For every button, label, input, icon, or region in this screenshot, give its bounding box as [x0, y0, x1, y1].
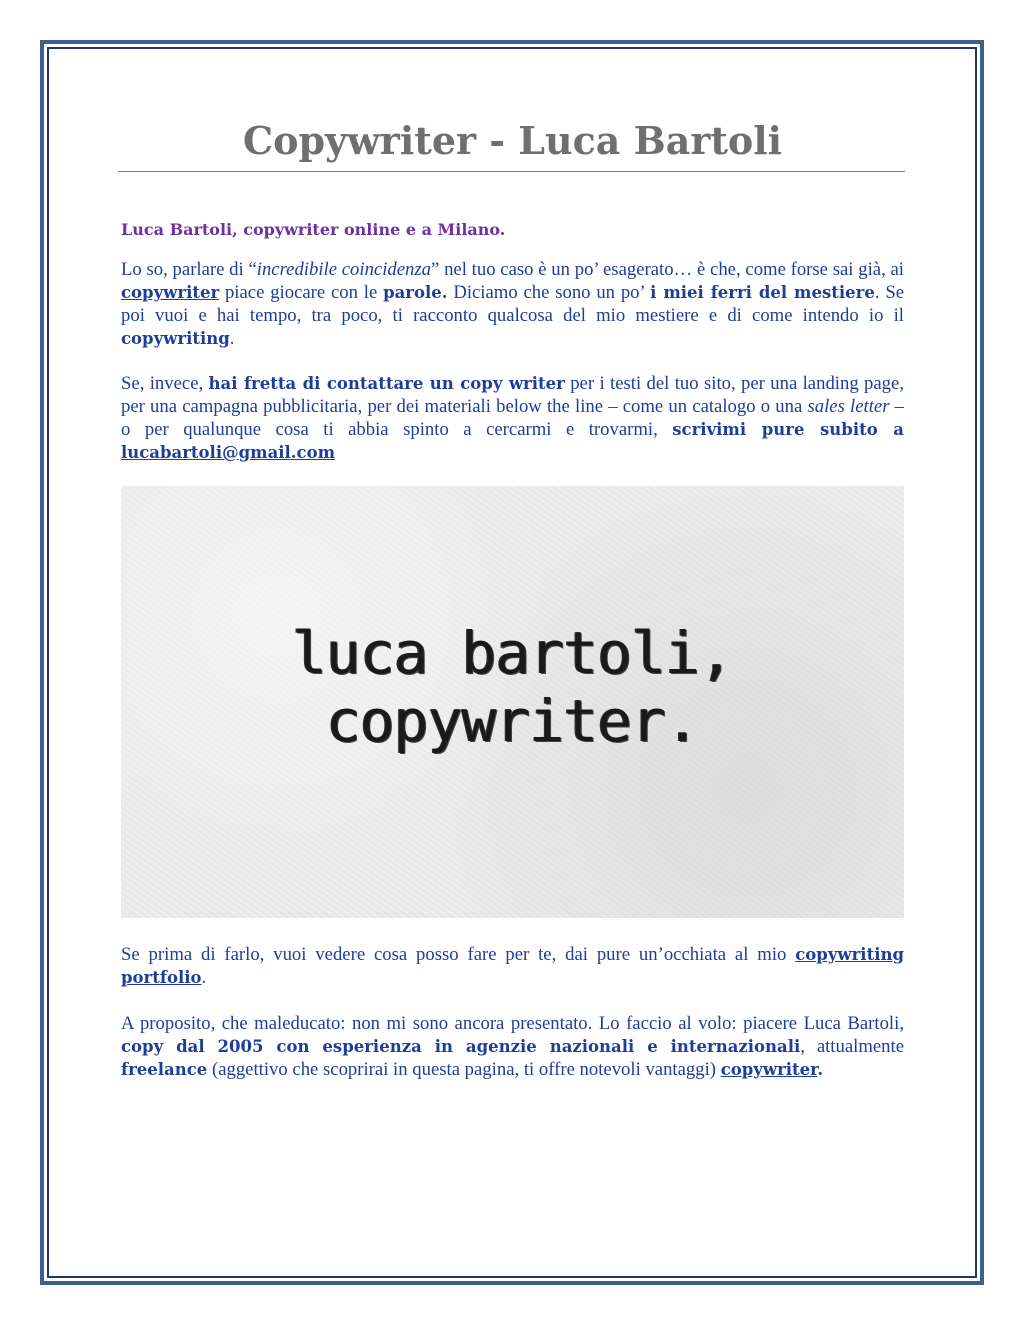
text: – o per qualunque cosa ti abbia spinto a cercarmi e trovarmi, — [121, 396, 905, 440]
bold-text: freelance — [121, 1060, 208, 1079]
about-paragraph — [121, 1012, 904, 1081]
text: per i testi del tuo sito, per una landing page, per una campagna pubblicitaria, per dei materiali below the line – come un catalogo o una — [121, 373, 904, 417]
text: (aggettivo che scoprirai in questa pagina, ti offre notevoli vantaggi) — [207, 1059, 721, 1080]
bold-text: hai fretta di contattare un copy writer — [208, 374, 565, 393]
copywriter-link[interactable]: copywriter — [720, 1060, 818, 1079]
text: ” nel tuo caso è un po’ esagerato… è che, come forse sai già, ai — [431, 259, 904, 280]
email-link[interactable]: lucabartoli@gmail.com — [121, 443, 336, 462]
intro-paragraph — [121, 258, 904, 350]
text: piace giocare con le — [219, 282, 384, 303]
text: Se, invece, — [121, 373, 209, 394]
italic-text: incredibile coincidenza — [256, 259, 432, 280]
copywriter-link[interactable]: copywriter — [121, 283, 220, 302]
text: . Se poi vuoi e hai tempo, tra poco, ti racconto qualcosa del mio mestiere e di come intendo io il — [121, 282, 905, 326]
text: A proposito, che maleducato: non mi sono ancora presentato. Lo faccio al volo: piacere Luca Bartoli, — [121, 1013, 904, 1034]
image-text-line-2: copywriter. — [325, 687, 700, 755]
title-underline — [118, 171, 905, 172]
contact-paragraph — [121, 372, 904, 464]
text: , attualmente — [800, 1036, 904, 1057]
page-title: Copywriter - Luca Bartoli — [242, 118, 783, 163]
bold-text: scrivimi pure subito a — [672, 420, 904, 439]
text: . — [229, 328, 235, 349]
text: Diciamo che sono un po’ — [447, 282, 651, 303]
bold-text: copywriting — [121, 329, 230, 348]
bold-text: parole. — [383, 283, 448, 302]
portfolio-paragraph — [121, 943, 904, 989]
text: Lo so, parlare di “ — [121, 259, 257, 280]
text: . — [817, 1060, 824, 1079]
italic-text: sales letter — [807, 396, 890, 417]
portfolio-link[interactable]: copywriting portfolio — [121, 945, 904, 987]
typewriter-logo-image — [121, 486, 904, 918]
bold-text: copy dal 2005 con esperienza in agenzie nazionali e internazionali — [121, 1037, 801, 1056]
text: . — [201, 967, 207, 988]
bold-text: i miei ferri del mestiere — [650, 283, 875, 302]
image-text-line-1: luca bartoli, — [292, 619, 733, 687]
text: Se prima di farlo, vuoi vedere cosa posso fare per te, dai pure un’occhiata al mio — [121, 944, 796, 965]
subheading: Luca Bartoli, copywriter online e a Milano. — [121, 220, 506, 239]
